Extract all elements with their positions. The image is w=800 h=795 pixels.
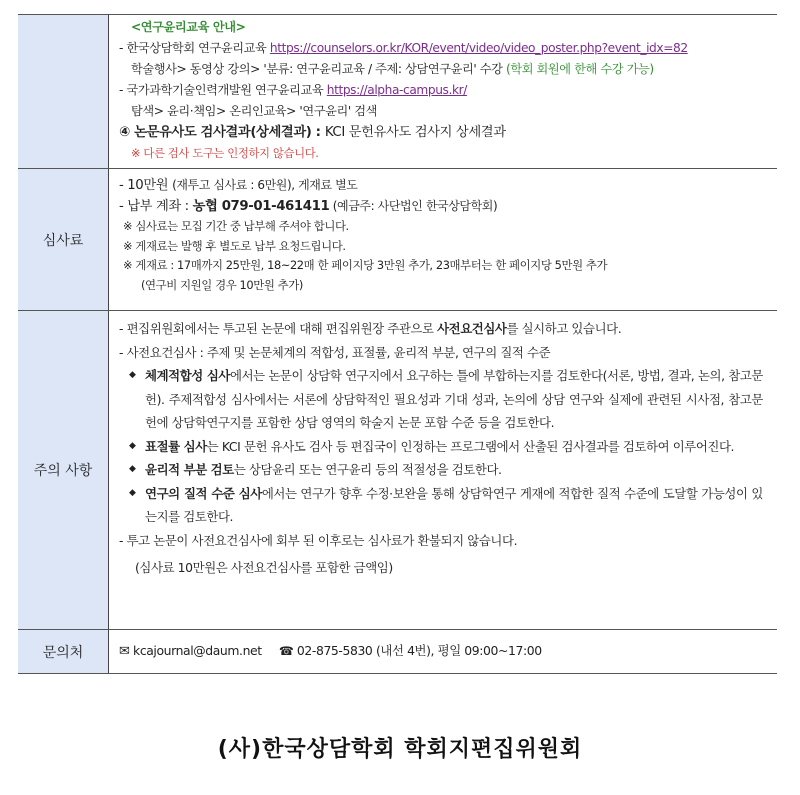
contact-email[interactable]: kcajournal@daum.net xyxy=(133,642,262,658)
ethics-item1-prefix: - 한국상담학회 연구윤리교육 xyxy=(119,41,270,55)
notice-line1-bold: 사전요건심사 xyxy=(437,321,507,336)
notice-line3: - 투고 논문이 사전요건심사에 회부 된 이후로는 심사료가 환불되지 않습니다. xyxy=(119,532,518,548)
notice-label: 주의 사항 xyxy=(18,311,109,630)
counselors-link[interactable]: https://counselors.or.kr/KOR/event/video/video_poster.php?event_idx=82 xyxy=(269,41,688,55)
diamond-bullet-icon: ◆ xyxy=(129,370,136,380)
ethics-item2-prefix: - 국가과학기술인력개발원 연구윤리교육 xyxy=(119,83,327,97)
notice-line4: (심사료 10만원은 사전요건심사를 포함한 금액임) xyxy=(135,560,393,575)
info-sheet xyxy=(18,14,777,674)
ethics-item2-path: 탐색> 윤리·책임> 온리인교육> '연구윤리' 검색 xyxy=(131,104,378,118)
contact-phone: 02-875-5830 (내선 4번), 평일 09:00~17:00 xyxy=(296,642,542,658)
bullet-quality-review: ◆ 연구의 질적 수준 심사에서는 연구가 향후 수정·보완을 통해 상담학연구 게재에 적합한 질적 수준에 도달할 가능성이 있는지를 검토한다. xyxy=(119,482,777,529)
info-table xyxy=(18,14,777,674)
envelope-icon: ✉ xyxy=(119,643,130,659)
contact-label: 문의처 xyxy=(18,630,109,674)
fee-note3-cont: (연구비 지원일 경우 10만원 추가) xyxy=(141,277,303,292)
similarity-check-title: ④ 논문유사도 검사결과(상세결과) : xyxy=(119,125,325,140)
fee-note1: ※ 심사료는 모집 기간 중 납부해 주셔야 합니다. xyxy=(123,219,349,233)
fee-content xyxy=(109,169,778,311)
fee-line1: - 10만원 xyxy=(119,178,173,193)
alpha-campus-link[interactable]: https://alpha-campus.kr/ xyxy=(326,83,467,97)
diamond-bullet-icon: ◆ xyxy=(129,487,136,498)
telephone-icon: ☎ xyxy=(278,643,294,658)
contact-content xyxy=(109,630,778,674)
ethics-label xyxy=(18,15,109,169)
account-prefix: - 납부 계좌 : xyxy=(119,199,193,214)
account-holder: (예금주: 사단법인 한국상담학회) xyxy=(329,199,498,213)
bank-account: 농협 079-01-461411 xyxy=(192,199,330,214)
diamond-bullet-icon: ◆ xyxy=(129,440,136,451)
fee-note2: ※ 게재료는 발행 후 별도로 납부 요청드립니다. xyxy=(123,238,346,253)
fee-line1-detail: (재투고 심사료 : 6만원), 게재료 별도 xyxy=(172,178,358,192)
contact-row xyxy=(18,630,777,674)
notice-content xyxy=(109,311,778,630)
notice-line1-suffix: 를 실시하고 있습니다. xyxy=(506,321,622,336)
tool-warning: ※ 다른 검사 도구는 인정하지 않습니다. xyxy=(131,146,319,160)
bullet-structure-review: ◆ 체계적합성 심사에서는 논문이 상담학 연구지에서 요구하는 틀에 부합하는지를 검토한다(서론, 방법, 결과, 논의, 참고문헌). 주제적합성 심사에서는 서론에 상담학적인 필요성과 기대 성과, 논의에 상담 연구와 실제에 관련된 시사점, 참고문헌에 상담학연구지를 포함한 상담 영역의 학술지 논문 포함 수준 등을 검토한다. xyxy=(119,364,777,435)
ethics-item1-path: 학술행사> 동영상 강의> '분류: 연구윤리교육 / 주제: 상담연구윤리' 수강 xyxy=(131,62,506,76)
notice-line2: - 사전요건심사 : 주제 및 논문체계의 적합성, 표절률, 윤리적 부분, 연구의 질적 수준 xyxy=(119,344,551,360)
fee-row xyxy=(18,169,777,311)
notice-row xyxy=(18,311,777,630)
fee-note3: ※ 게재료 : 17매까지 25만원, 18~22매 한 페이지당 3만원 추가, 23매부터는 한 페이지당 5만원 추가 xyxy=(123,258,608,272)
ethics-item1-note: (학회 회원에 한해 수강 가능) xyxy=(505,62,654,76)
bullet-plagiarism-review: ◆ 표절률 심사는 KCI 문헌 유사도 검사 등 편집국이 인정하는 프로그램에서 산출된 검사결과를 검토하여 이루어진다. xyxy=(119,435,777,459)
ethics-content xyxy=(109,15,778,169)
fee-label: 심사료 xyxy=(18,169,109,311)
committee-title: (사)한국상담학회 학회지편집위원회 xyxy=(217,737,583,762)
bullet-ethics-review: ◆ 윤리적 부분 검토는 상담윤리 또는 연구윤리 등의 적절성을 검토한다. xyxy=(119,458,777,482)
notice-line1-prefix: - 편집위원회에서는 투고된 논문에 대해 편집위원장 주관으로 xyxy=(119,321,438,336)
ethics-heading: <연구윤리교육 안내> xyxy=(131,20,246,34)
ethics-row xyxy=(18,15,777,169)
diamond-bullet-icon: ◆ xyxy=(129,464,136,474)
similarity-check-text: KCI 문헌유사도 검사지 상세결과 xyxy=(324,125,506,140)
